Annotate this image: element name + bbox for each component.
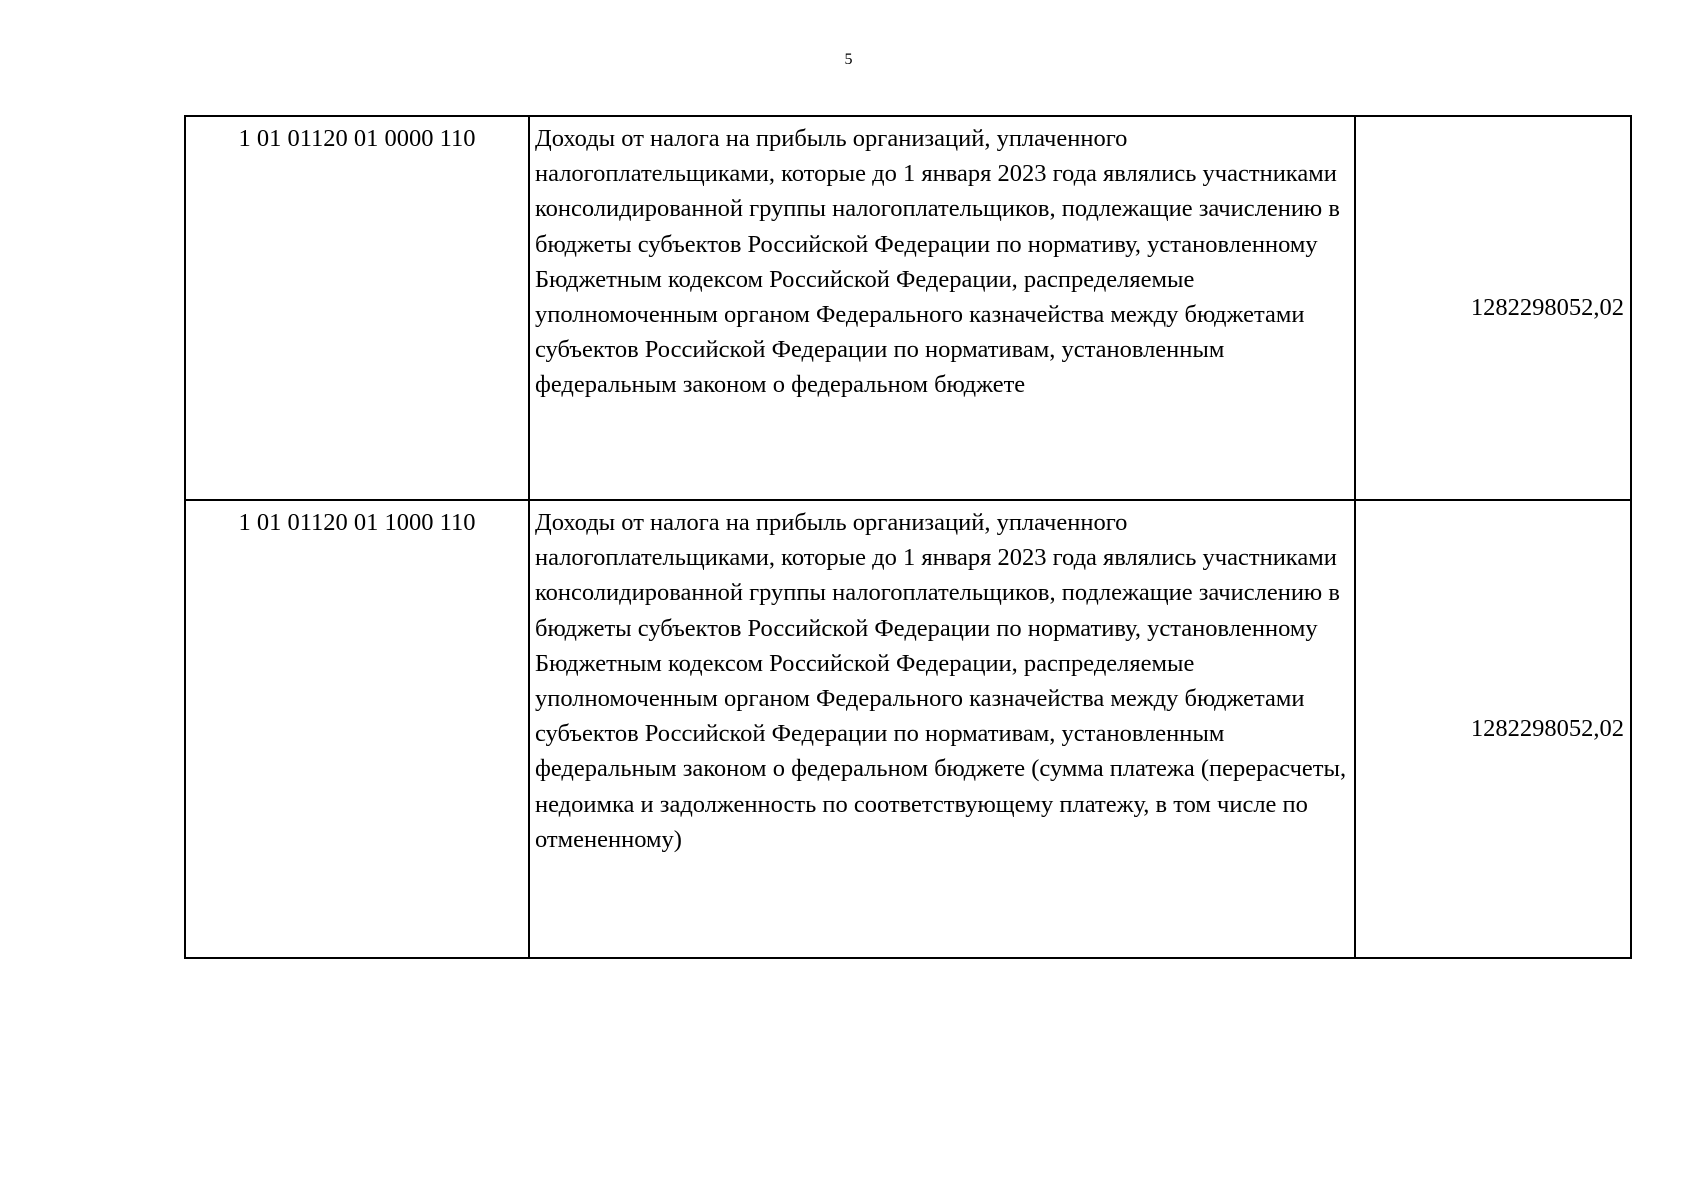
revenue-description: Доходы от налога на прибыль организаций, уплаченного налогоплательщиками, которые до 1 января 2023 года являлись участниками консолидированной группы налогоплательщиков, подлежащие зачислению в бюджеты субъектов Российской Федерации по нормативу, установленному Бюджетным кодексом Российской Федерации, распределяемые уполномоченным органом Федерального казначейства между бюджетами субъектов Российской Федерации по нормативам, установленным федеральным законом о федеральном бюджете (сумма платежа (перерасчеты, недоимка и задолженность по соответствующему платежу, в том числе по отмененному) (529, 500, 1355, 958)
budget-revenue-table (184, 115, 1632, 959)
page-number: 5 (844, 51, 853, 68)
table-row (185, 116, 1631, 500)
revenue-amount: 1282298052,02 (1355, 116, 1631, 500)
budget-classification-code: 1 01 01120 01 1000 110 (185, 500, 529, 958)
revenue-amount: 1282298052,02 (1355, 500, 1631, 958)
revenue-description: Доходы от налога на прибыль организаций, уплаченного налогоплательщиками, которые до 1 января 2023 года являлись участниками консолидированной группы налогоплательщиков, подлежащие зачислению в бюджеты субъектов Российской Федерации по нормативу, установленному Бюджетным кодексом Российской Федерации, распределяемые уполномоченным органом Федерального казначейства между бюджетами субъектов Российской Федерации по нормативам, установленным федеральным законом о федеральном бюджете (529, 116, 1355, 500)
budget-classification-code: 1 01 01120 01 0000 110 (185, 116, 529, 500)
table-row (185, 500, 1631, 958)
